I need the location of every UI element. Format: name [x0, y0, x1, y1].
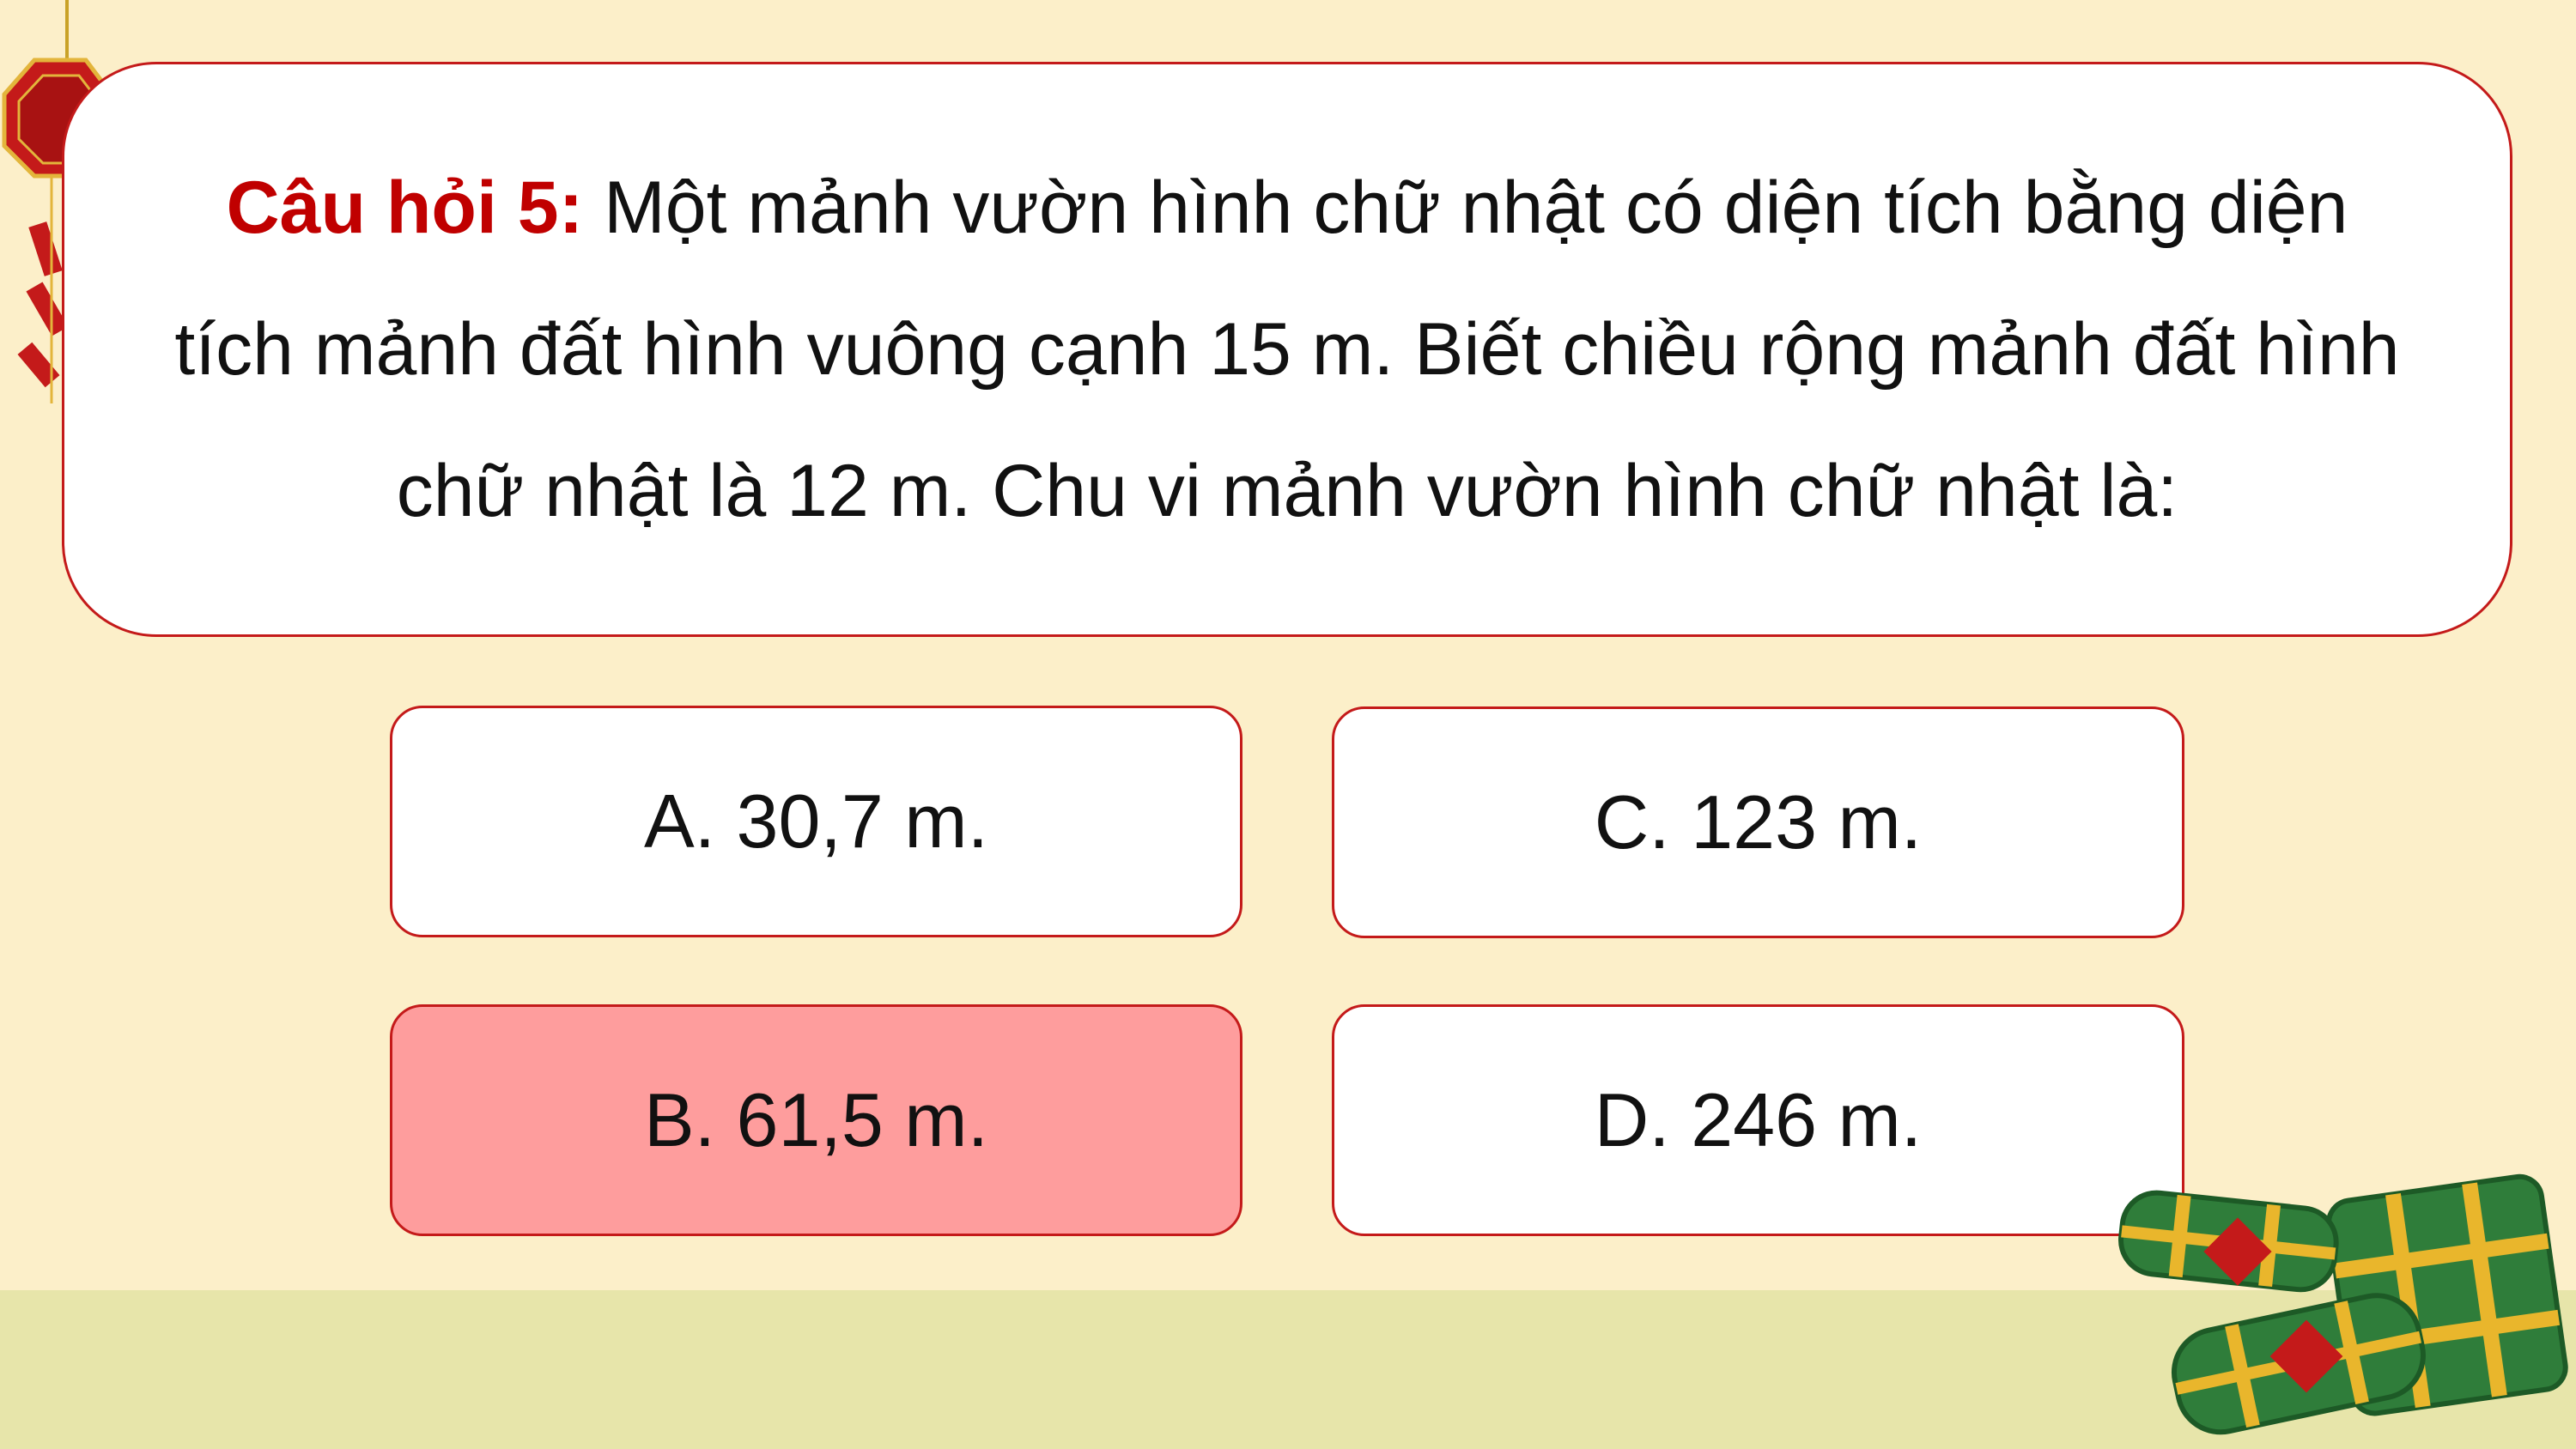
question-label: Câu hỏi 5:: [226, 166, 584, 249]
question-card: [62, 62, 2512, 637]
question-body: Một mảnh vườn hình chữ nhật có diện tích bằng diện tích mảnh đất hình vuông cạnh 15 m. Biết chiều rộng mảnh đất hình chữ nhật là 12 m. Chu vi mảnh vườn hình chữ nhật là:: [174, 166, 2400, 532]
answer-option-c-label: C. 123 m.: [1594, 779, 1923, 864]
answer-option-b[interactable]: [390, 1004, 1242, 1236]
answer-option-c[interactable]: [1332, 706, 2184, 938]
banh-chung-cakes-icon: [2112, 1167, 2576, 1449]
answer-option-a-label: A. 30,7 m.: [643, 779, 989, 864]
answer-option-a[interactable]: [390, 706, 1242, 937]
answer-option-d-label: D. 246 m.: [1594, 1077, 1923, 1162]
question-text-block: [159, 137, 2415, 562]
answer-option-d[interactable]: [1332, 1004, 2184, 1236]
answer-option-b-label: B. 61,5 m.: [643, 1077, 989, 1162]
